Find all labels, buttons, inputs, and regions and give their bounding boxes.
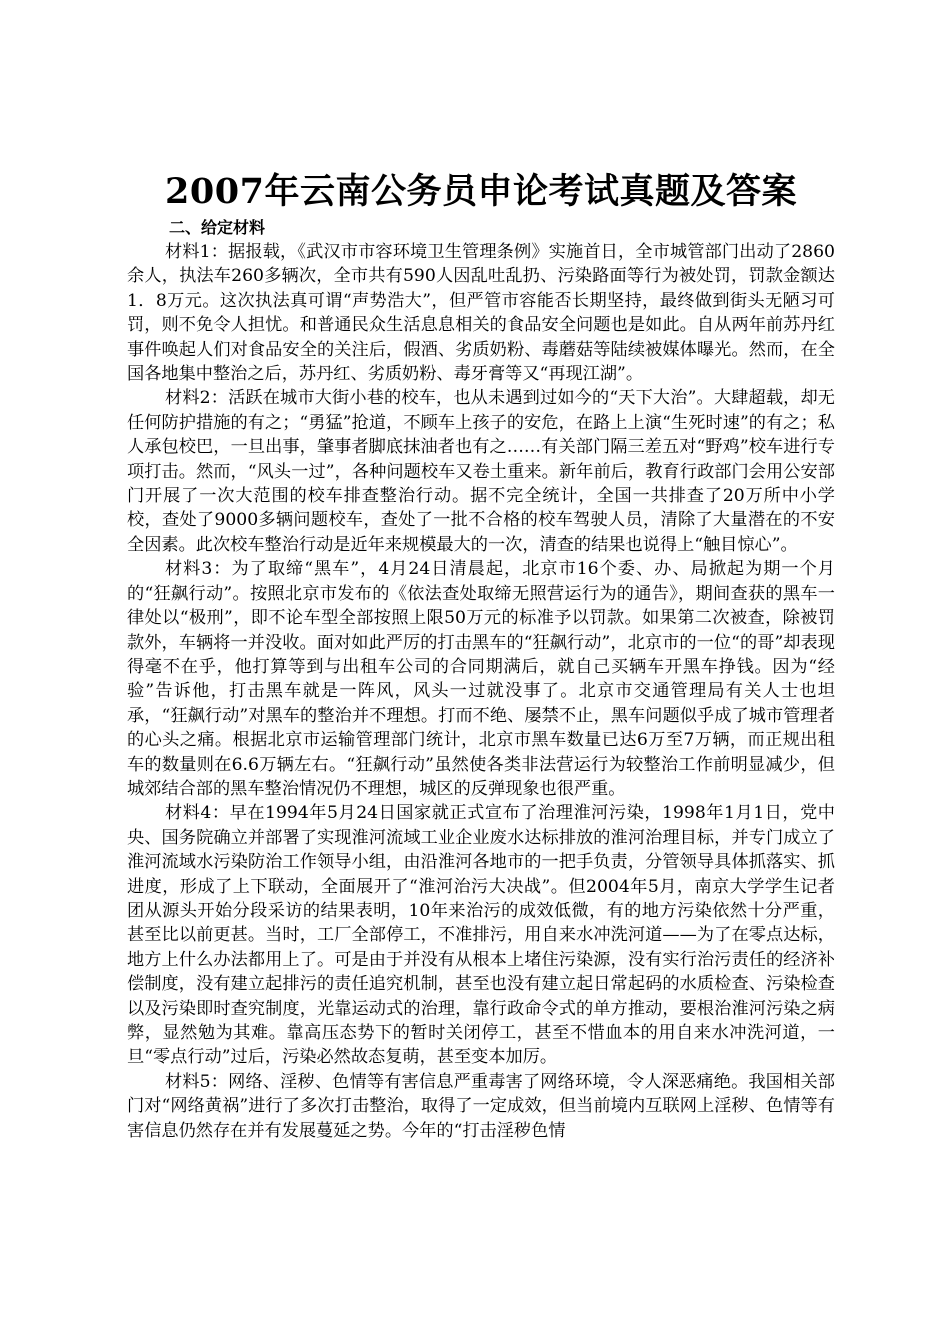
section-heading: 二、给定材料 — [169, 218, 266, 237]
material-5-paragraph: 材料5：网络、淫秽、色情等有害信息严重毒害了网络环境，令人深恶痛绝。我国相关部门对“网络黄祸”进行了多次打击整治，取得了一定成效，但当前境内互联网上淫秽、色情等有害信息仍然存在并有发展蔓延之势。今年的“打击淫秽色情 — [127, 1071, 835, 1141]
document-title — [127, 170, 835, 214]
material-1-paragraph: 材料1：据报载，《武汉市市容环境卫生管理条例》实施首日，全市城管部门出动了2860余人，执法车260多辆次，全市共有590人因乱吐乱扔、污染路面等行为被处罚，罚款金额达1．8万元。这次执法真可谓“声势浩大”，但严管市容能否长期坚持，最终做到街头无陋习可罚，则不免令人担忧。和普通民众生活息息相关的食品安全问题也是如此。自从两年前苏丹红事件唤起人们对食品安全的关注后，假酒、劣质奶粉、毒蘑菇等陆续被媒体曝光。然而，在全国各地集中整治之后，苏丹红、劣质奶粉、毒牙膏等又“再现江湖”。 — [127, 242, 835, 385]
title-year: 2007 — [165, 171, 265, 212]
document-page — [127, 170, 835, 1143]
material-4-paragraph: 材料4：早在1994年5月24日国家就正式宣布了治理淮河污染，1998年1月1日，党中央、国务院确立并部署了实现淮河流域工业企业废水达标排放的淮河治理目标，并专门成立了淮河流域水污染防治工作领导小组，由沿淮河各地市的一把手负责，分管领导具体抓落实、抓进度，形成了上下联动，全面展开了“淮河治污大决战”。但2004年5月，南京大学学生记者团从源头开始分段采访的结果表明，10年来治污的成效低微，有的地方污染依然十分严重，甚至比以前更甚。当时，工厂全部停工，不准排污，用自来水冲洗河道——为了在零点达标，地方上什么办法都用上了。可是由于并没有从根本上堵住污染源，没有实行治污责任的经济补偿制度，没有建立起排污的责任追究机制，甚至也没有建立起日常起码的水质检查、污染检查以及污染即时查究制度，光靠运动式的治理，靠行政命令式的单方推动，要根治淮河污染之病弊，显然勉为其难。靠高压态势下的暂时关闭停工，甚至不惜血本的用自来水冲洗河道，一旦“零点行动”过后，污染必然故态复萌，甚至变本加厉。 — [127, 803, 835, 1068]
title-text: 年云南公务员申论考试真题及答案 — [264, 171, 797, 212]
material-2-paragraph: 材料2：活跃在城市大街小巷的校车，也从未遇到过如今的“天下大治”。大肆超载，却无任何防护措施的有之；“勇猛”抢道，不顾车上孩子的安危，在路上上演“生死时速”的有之；私人承包校巴，一旦出事，肇事者脚底抹油者也有之……有关部门隔三差五对“野鸡”校车进行专项打击。然而，“风头一过”，各种问题校车又卷土重来。新年前后，教育行政部门会用公安部门开展了一次大范围的校车排查整治行动。据不完全统计，全国一共排查了20万所中小学校，查处了9000多辆问题校车，查处了一批不合格的校车驾驶人员，清除了大量潜在的不安全因素。此次校车整治行动是近年来规模最大的一次，清查的结果也说得上“触目惊心”。 — [127, 388, 835, 555]
material-3-paragraph: 材料3：为了取缔“黑车”，4月24日清晨起，北京市16个委、办、局掀起为期一个月的“狂飙行动”。按照北京市发布的《依法查处取缔无照营运行为的通告》，期间查获的黑车一律处以“极刑”，即不论车型全部按照上限50万元的标准予以罚款。如果第二次被查，除被罚款外，车辆将一并没收。面对如此严厉的打击黑车的“狂飙行动”，北京市的一位“的哥”却表现得毫不在乎，他打算等到与出租车公司的合同期满后，就自己买辆车开黑车挣钱。因为“经验”告诉他，打击黑车就是一阵风，风头一过就没事了。北京市交通管理局有关人士也坦承，“狂飙行动”对黑车的整治并不理想。打而不绝、屡禁不止，黑车问题似乎成了城市管理者的心头之痛。根据北京市运输管理部门统计，北京市黑车数量已达6万至7万辆，而正规出租车的数量则在6.6万辆左右。“狂飙行动”虽然使各类非法营运行为较整治工作前明显减少，但城郊结合部的黑车整治情况仍不理想，城区的反弹现象也很严重。 — [127, 559, 835, 799]
